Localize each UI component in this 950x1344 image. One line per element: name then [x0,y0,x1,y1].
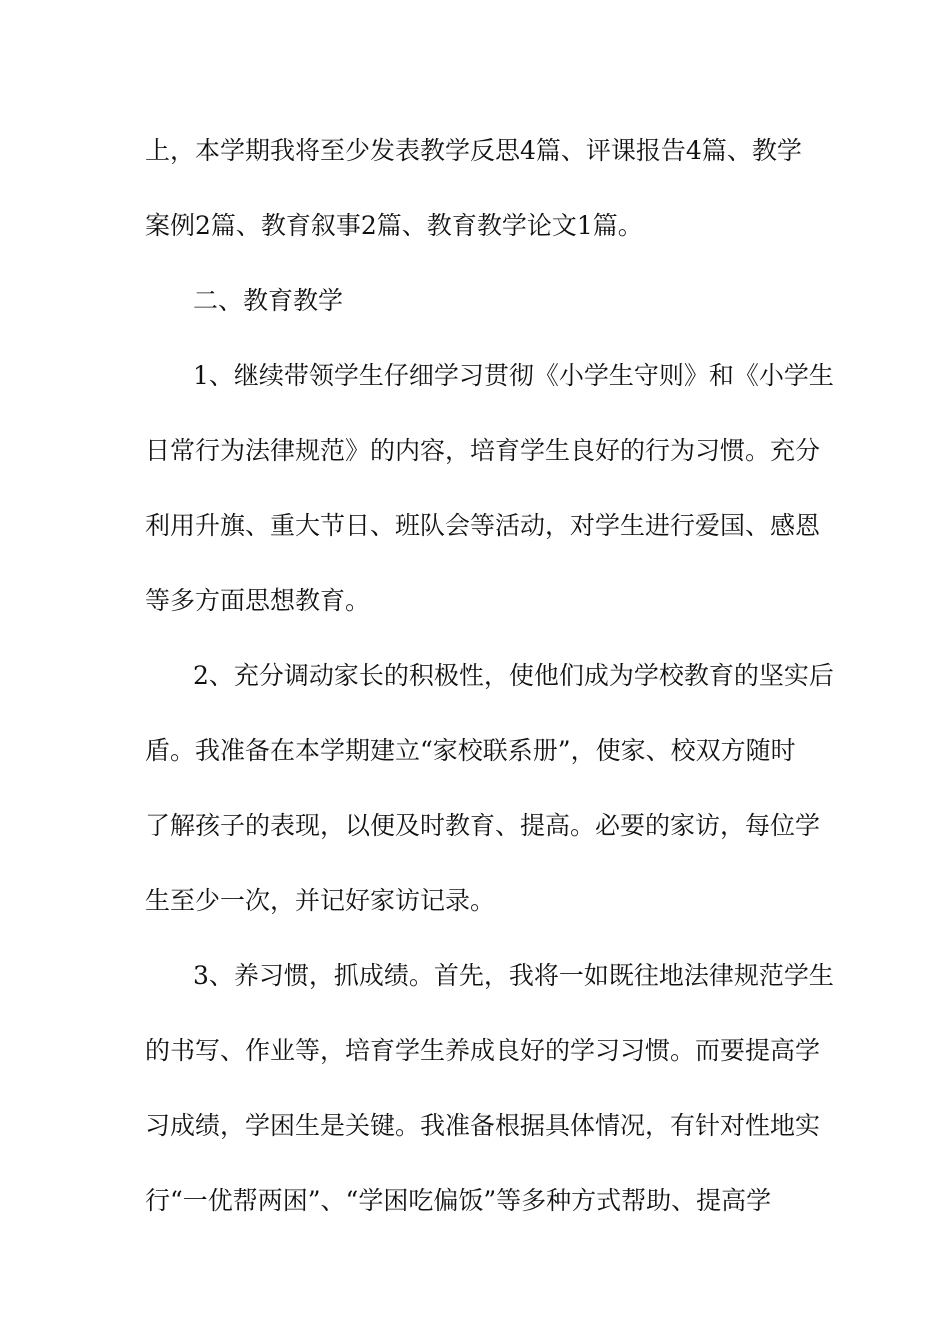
text-line-15: 行“一优帮两困”、“学困吃偏饭”等多种方式帮助、提高学 [145,1186,772,1215]
text-line-14: 习成绩，学困生是关键。我准备根据具体情况，有针对性地实 [145,1111,821,1140]
text-line-5: 日常行为法律规范》的内容，培育学生良好的行为习惯。充分 [145,436,821,465]
section-heading: 二、教育教学 [193,286,344,315]
text-line-11: 生至少一次，并记好家访记录。 [145,886,496,915]
text-line-4: 1、继续带领学生仔细学习贯彻《小学生守则》和《小学生 [193,361,834,390]
text-line-12: 3、养习惯，抓成绩。首先，我将一如既往地法律规范学生 [193,961,834,990]
text-line-7: 等多方面思想教育。 [145,586,371,615]
text-line-13: 的书写、作业等，培育学生养成良好的学习习惯。而要提高学 [145,1036,821,1065]
text-line-2: 案例2篇、教育叙事2篇、教育教学论文1篇。 [145,211,643,240]
text-line-8: 2、充分调动家长的积极性，使他们成为学校教育的坚实后 [193,661,834,690]
text-line-10: 了解孩子的表现，以便及时教育、提高。必要的家访，每位学 [145,811,821,840]
text-line-6: 利用升旗、重大节日、班队会等活动，对学生进行爱国、感恩 [145,511,821,540]
text-line-9: 盾。我准备在本学期建立“家校联系册”，使家、校双方随时 [145,736,796,765]
text-line-1: 上，本学期我将至少发表教学反思4篇、评课报告4篇、教学 [145,136,802,165]
